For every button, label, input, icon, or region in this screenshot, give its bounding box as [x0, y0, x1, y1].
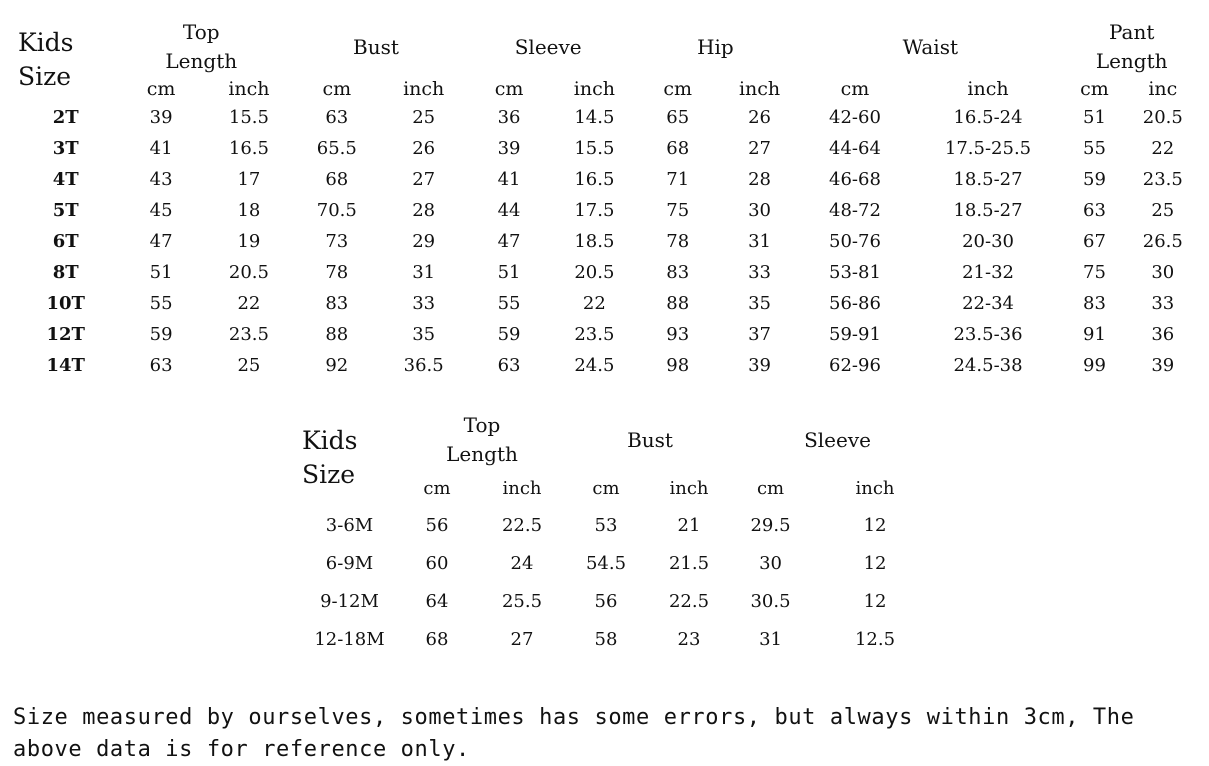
measurement-cell: 39	[497, 138, 521, 159]
size-label-cell: 12T	[46, 324, 85, 345]
measurement-cell: 29.5	[750, 514, 791, 536]
measurement-cell: 83	[666, 262, 690, 283]
measurement-cell: 51	[1083, 107, 1106, 128]
hip-header: Hip	[697, 34, 734, 59]
measurement-cell: 16.5	[228, 138, 269, 159]
unit-cell: cm	[592, 477, 620, 499]
measurement-cell: 30.5	[750, 590, 791, 612]
measurement-cell: 17.5-25.5	[944, 138, 1032, 159]
unit-cell: inch	[669, 477, 709, 499]
size-label-cell: 10T	[46, 293, 85, 314]
measurement-cell: 16.5-24	[953, 107, 1023, 128]
measurement-cell: 51	[497, 262, 521, 283]
sleeve-header: Sleeve	[514, 34, 582, 59]
measurement-cell: 68	[325, 169, 349, 190]
measurement-cell: 35	[412, 324, 436, 345]
measurement-cell: 73	[325, 231, 349, 252]
measurement-cell: 65.5	[316, 138, 357, 159]
measurement-cell: 33	[748, 262, 772, 283]
measurement-cell: 22	[1151, 138, 1175, 159]
measurement-cell: 27	[412, 169, 436, 190]
size-label-cell: 9-12M	[320, 590, 379, 612]
top-length-header	[397, 410, 567, 470]
measurement-cell: 23	[677, 628, 701, 650]
measurement-cell: 18.5-27	[953, 200, 1023, 221]
size-label-cell: 6T	[52, 231, 79, 252]
table-row	[302, 544, 942, 582]
size-label-cell: 6-9M	[325, 552, 374, 574]
measurement-cell: 51	[149, 262, 173, 283]
measurement-cell: 22-34	[962, 293, 1014, 314]
measurement-cell: 33	[412, 293, 436, 314]
measurement-cell: 28	[412, 200, 436, 221]
measurement-cell: 45	[149, 200, 173, 221]
measurement-cell: 36	[1151, 324, 1175, 345]
measurement-cell: 18.5-27	[953, 169, 1023, 190]
size-column-header	[18, 18, 113, 102]
unit-cell: inch	[403, 78, 445, 100]
kids-size-chart-baby	[302, 410, 942, 658]
measurement-cell: 26.5	[1142, 231, 1183, 252]
measurement-cell: 26	[748, 107, 772, 128]
size-label-cell: 8T	[52, 262, 79, 283]
measurement-cell: 19	[237, 231, 261, 252]
size-label-cell: 4T	[52, 169, 79, 190]
measurement-cell: 14.5	[574, 107, 615, 128]
measurement-cell: 35	[748, 293, 772, 314]
unit-cell: inch	[738, 78, 781, 100]
measurement-cell: 31	[412, 262, 436, 283]
measurement-cell: 92	[325, 355, 349, 376]
measurement-cell: 54.5	[585, 552, 627, 574]
size-column-header	[302, 410, 397, 506]
measurement-cell: 12	[863, 552, 887, 574]
table-row	[18, 319, 1200, 350]
measurement-cell: 63	[149, 355, 173, 376]
size-label-cell: 5T	[52, 200, 79, 221]
measurement-cell: 31	[748, 231, 772, 252]
measurement-cell: 50-76	[829, 231, 881, 252]
pant-length-header	[1063, 18, 1200, 76]
measurement-cell: 78	[666, 231, 690, 252]
measurement-cell: 41	[149, 138, 173, 159]
top-length-header-line-2: Length	[165, 49, 238, 73]
measurement-cell: 39	[748, 355, 772, 376]
table-row	[18, 164, 1200, 195]
size-header-line-2: Size	[302, 460, 356, 489]
measurement-cell: 33	[1151, 293, 1175, 314]
measurement-cell: 29	[412, 231, 436, 252]
measurement-cell: 26	[412, 138, 436, 159]
sleeve-header: Sleeve	[804, 427, 871, 452]
measurement-cell: 27	[510, 628, 534, 650]
measurement-cell: 56-86	[829, 293, 881, 314]
table-body	[18, 102, 1200, 381]
measurement-cell: 23.5	[574, 324, 615, 345]
table-row	[18, 350, 1200, 381]
measurement-cell: 98	[666, 355, 690, 376]
measurement-cell: 56	[425, 514, 449, 536]
pant-length-header-line-1: Pant	[1108, 20, 1155, 44]
measurement-cell: 70.5	[316, 200, 357, 221]
unit-cell: inch	[502, 477, 542, 499]
unit-cell: cm	[1080, 78, 1109, 100]
measurement-cell: 20-30	[962, 231, 1014, 252]
measurement-cell: 46-68	[829, 169, 881, 190]
measurement-cell: 20.5	[574, 262, 615, 283]
measurement-cell: 91	[1083, 324, 1106, 345]
measurement-cell: 83	[1083, 293, 1106, 314]
disclaimer-note: Size measured by ourselves, sometimes has some errors, but always within 3cm, The above data is for reference only.	[13, 705, 1135, 762]
measurement-cell: 25	[412, 107, 436, 128]
measurement-cell: 24.5-38	[953, 355, 1023, 376]
unit-cell: cm	[423, 477, 451, 499]
header-row	[18, 18, 1200, 76]
measurement-cell: 55	[497, 293, 521, 314]
size-header-line-2: Size	[18, 62, 72, 91]
measurement-cell: 24	[510, 552, 534, 574]
size-header-line-1: Kids	[18, 28, 74, 57]
measurement-cell: 12	[863, 514, 887, 536]
table-row	[302, 506, 942, 544]
measurement-cell: 43	[149, 169, 173, 190]
waist-header: Waist	[902, 34, 959, 59]
measurement-cell: 88	[325, 324, 349, 345]
measurement-cell: 59	[149, 324, 173, 345]
unit-cell: inch	[228, 78, 270, 100]
measurement-cell: 68	[666, 138, 690, 159]
measurement-cell: 22	[237, 293, 261, 314]
measurement-cell: 67	[1083, 231, 1106, 252]
unit-row	[18, 76, 1200, 102]
measurement-cell: 22.5	[668, 590, 710, 612]
measurement-cell: 53-81	[829, 262, 881, 283]
measurement-cell: 36.5	[403, 355, 444, 376]
measurement-cell: 18	[237, 200, 261, 221]
measurement-cell: 21-32	[962, 262, 1014, 283]
measurement-cell: 17	[237, 169, 261, 190]
measurement-cell: 63	[497, 355, 521, 376]
measurement-cell: 20.5	[228, 262, 269, 283]
unit-cell: cm	[663, 78, 693, 100]
top-length-header-line-1: Top	[463, 413, 501, 437]
top-length-header-line-1: Top	[182, 20, 220, 44]
measurement-cell: 30	[759, 552, 782, 574]
unit-cell: cm	[756, 477, 785, 499]
table-row	[18, 257, 1200, 288]
pant-length-header-line-2: Length	[1095, 49, 1168, 73]
measurement-cell: 47	[149, 231, 173, 252]
measurement-cell: 75	[666, 200, 690, 221]
measurement-cell: 15.5	[574, 138, 615, 159]
measurement-cell: 12.5	[854, 628, 896, 650]
size-label-cell: 14T	[46, 355, 85, 376]
unit-cell: inch	[855, 477, 895, 499]
measurement-cell: 36	[497, 107, 521, 128]
measurement-cell: 44-64	[829, 138, 881, 159]
unit-cell: inch	[573, 78, 615, 100]
kids-size-chart-toddler	[18, 18, 1200, 381]
measurement-cell: 15.5	[228, 107, 269, 128]
measurement-cell: 42-60	[829, 107, 881, 128]
measurement-cell: 22	[582, 293, 606, 314]
measurement-cell: 99	[1083, 355, 1106, 376]
table-row	[18, 195, 1200, 226]
measurement-cell: 60	[425, 552, 449, 574]
measurement-cell: 48-72	[829, 200, 881, 221]
table-row	[18, 226, 1200, 257]
measurement-cell: 78	[325, 262, 349, 283]
measurement-cell: 12	[863, 590, 887, 612]
measurement-cell: 55	[149, 293, 173, 314]
unit-cell: cm	[840, 78, 870, 100]
size-label-cell: 3T	[52, 138, 79, 159]
measurement-cell: 23.5	[228, 324, 269, 345]
measurement-cell: 25	[1151, 200, 1175, 221]
measurement-cell: 28	[748, 169, 772, 190]
bust-header: Bust	[627, 427, 673, 452]
header-row	[302, 410, 942, 470]
measurement-cell: 59	[497, 324, 521, 345]
unit-cell: cm	[322, 78, 352, 100]
size-label-cell: 3-6M	[325, 514, 374, 536]
measurement-cell: 23.5-36	[953, 324, 1023, 345]
measurement-cell: 59-91	[829, 324, 881, 345]
measurement-cell: 39	[1151, 355, 1175, 376]
measurement-cell: 21	[677, 514, 701, 536]
measurement-cell: 39	[149, 107, 173, 128]
unit-cell: inc	[1148, 78, 1178, 100]
measurement-cell: 25	[237, 355, 261, 376]
table-row	[18, 288, 1200, 319]
measurement-cell: 71	[666, 169, 690, 190]
top-length-header	[113, 18, 289, 76]
measurement-cell: 47	[497, 231, 521, 252]
size-header-line-1: Kids	[302, 426, 358, 455]
measurement-cell: 65	[666, 107, 690, 128]
measurement-cell: 68	[425, 628, 449, 650]
measurement-cell: 93	[666, 324, 690, 345]
measurement-cell: 55	[1083, 138, 1106, 159]
table-row	[18, 102, 1200, 133]
measurement-cell: 63	[325, 107, 349, 128]
measurement-cell: 59	[1083, 169, 1106, 190]
measurement-cell: 25.5	[501, 590, 543, 612]
unit-cell: cm	[494, 78, 524, 100]
unit-cell: cm	[146, 78, 176, 100]
measurement-cell: 37	[748, 324, 772, 345]
measurement-cell: 30	[748, 200, 772, 221]
measurement-cell: 22.5	[501, 514, 543, 536]
measurement-cell: 53	[594, 514, 618, 536]
top-length-header-line-2: Length	[446, 442, 518, 466]
measurement-cell: 64	[425, 590, 449, 612]
unit-row	[302, 470, 942, 506]
bust-header: Bust	[353, 34, 399, 59]
measurement-cell: 17.5	[574, 200, 615, 221]
measurement-cell: 75	[1083, 262, 1106, 283]
measurement-cell: 21.5	[668, 552, 710, 574]
measurement-cell: 20.5	[1142, 107, 1183, 128]
measurement-cell: 18.5	[574, 231, 615, 252]
measurement-cell: 83	[325, 293, 349, 314]
measurement-cell: 62-96	[829, 355, 881, 376]
unit-cell: inch	[967, 78, 1009, 100]
measurement-cell: 88	[666, 293, 690, 314]
measurement-cell: 44	[497, 200, 521, 221]
measurement-cell: 63	[1083, 200, 1106, 221]
measurement-cell: 16.5	[574, 169, 615, 190]
measurement-cell: 23.5	[1142, 169, 1183, 190]
table-body	[302, 506, 942, 658]
table-row	[302, 620, 942, 658]
measurement-cell: 27	[748, 138, 772, 159]
measurement-cell: 58	[594, 628, 618, 650]
table-row	[302, 582, 942, 620]
size-label-cell: 2T	[52, 107, 79, 128]
measurement-cell: 41	[497, 169, 521, 190]
measurement-cell: 56	[594, 590, 618, 612]
measurement-cell: 31	[759, 628, 782, 650]
table-row	[18, 133, 1200, 164]
measurement-cell: 24.5	[574, 355, 615, 376]
measurement-cell: 30	[1151, 262, 1175, 283]
size-label-cell: 12-18M	[314, 628, 385, 650]
